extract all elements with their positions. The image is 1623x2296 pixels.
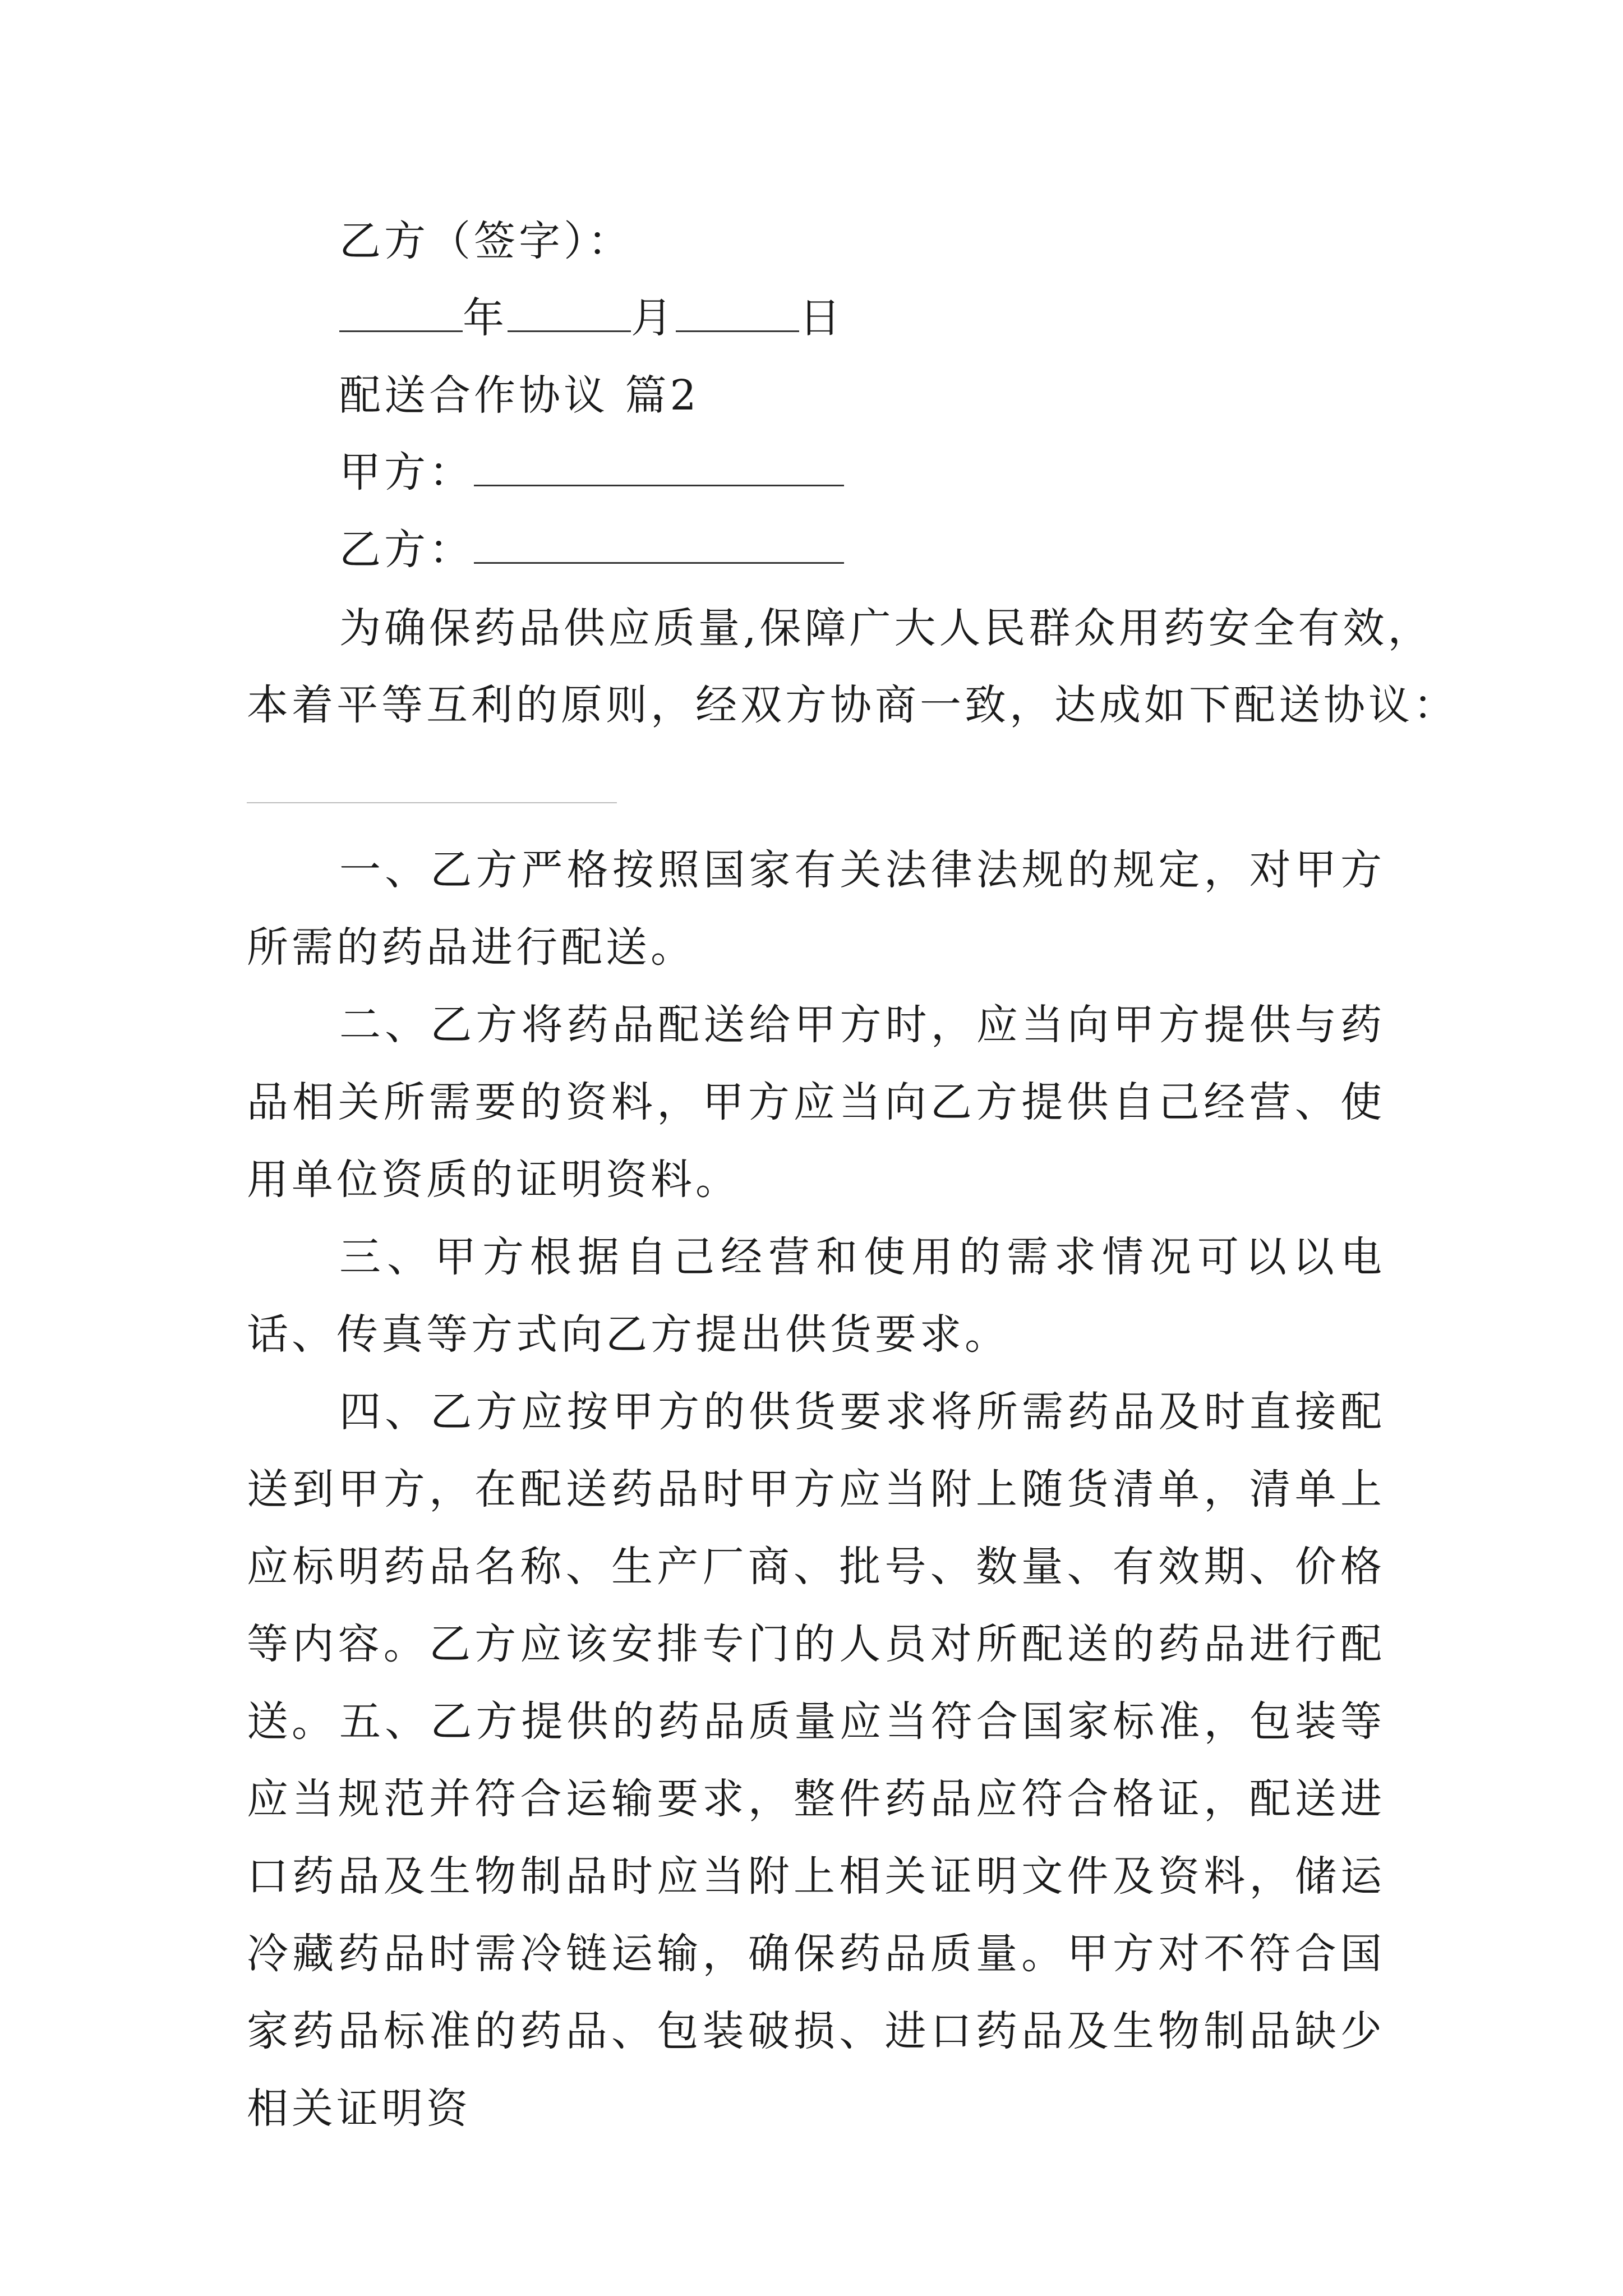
month-blank [508, 297, 631, 332]
party-b-blank [474, 528, 844, 564]
party-b-signature-label: 乙方（签字）： [339, 217, 633, 265]
party-a-label: 甲方： [339, 448, 474, 496]
footnote-divider [247, 802, 617, 803]
month-label: 月 [631, 294, 676, 342]
party-a-blank [474, 451, 844, 486]
intro-line-1: 为确保药品供应质量,保障广大人民群众用药安全有效， [339, 604, 1433, 652]
intro-line-2: 本着平等互利的原则，经双方协商一致，达成如下配送协议： [247, 681, 1458, 729]
day-blank [676, 297, 799, 332]
clause-1: 一、乙方严格按照国家有关法律法规的规定，对甲方所需的药品进行配送。 [247, 846, 1385, 972]
year-blank [339, 297, 463, 332]
day-label: 日 [799, 294, 844, 342]
party-b-line [339, 524, 844, 575]
clause-4: 四、乙方应按甲方的供货要求将所需药品及时直接配送到甲方，在配送药品时甲方应当附上随货清单，清单上应标明药品名称、生产厂商、批号、数量、有效期、价格等内容。乙方应该安排专门的人员对所配送的药品进行配送。 [247, 1388, 1385, 1746]
section-title: 配送合作协议 篇2 [339, 371, 700, 420]
clause-5: 五、乙方提供的药品质量应当符合国家标准，包装等应当规范并符合运输要求，整件药品应符合格证，配送进口药品及生物制品时应当附上相关证明文件及资料，储运冷藏药品时需冷链运输，确保药品质量。甲方对不符合国家药品标准的药品、包装破损、进口药品及生物制品缺少相关证明资 [247, 1697, 1385, 2133]
party-b-label: 乙方： [339, 526, 474, 574]
party-a-line [339, 447, 844, 498]
year-label: 年 [463, 294, 508, 342]
clause-3: 三、甲方根据自己经营和使用的需求情况可以以电话、传真等方式向乙方提出供货要求。 [247, 1233, 1385, 1359]
signature-date-line [339, 293, 844, 343]
clause-2: 二、乙方将药品配送给甲方时，应当向甲方提供与药品相关所需要的资料，甲方应当向乙方提供自己经营、使用单位资质的证明资料。 [247, 1001, 1385, 1204]
